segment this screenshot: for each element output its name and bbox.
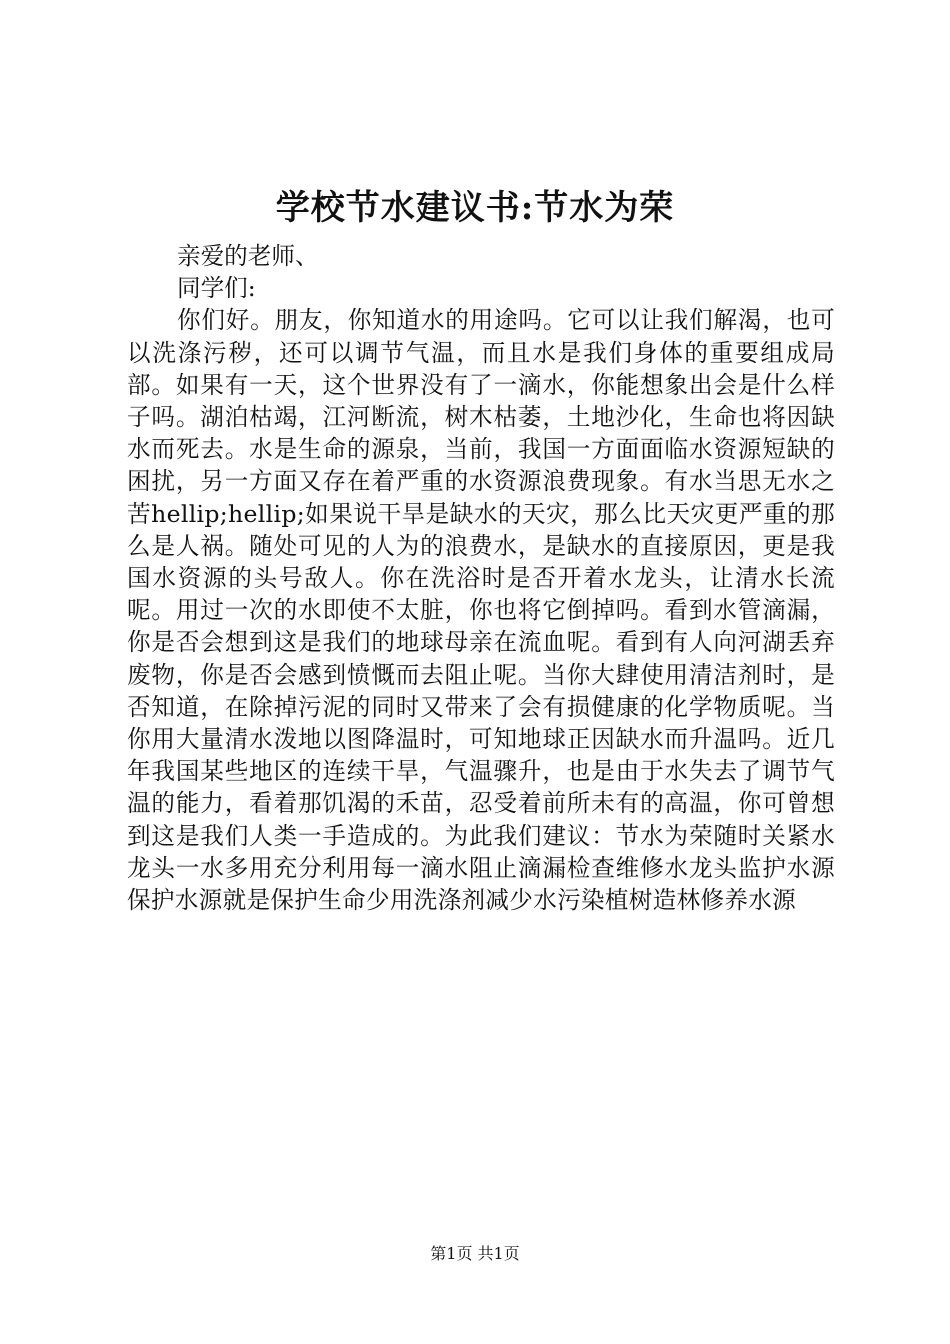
- document-title: 学校节水建议书:节水为荣: [275, 188, 675, 228]
- page-footer: 第1页 共1页: [430, 1244, 520, 1263]
- greeting-line-2: 同学们:: [177, 274, 256, 303]
- body-paragraph: 你们好。朋友，你知道水的用途吗。它可以让我们解渴，也可以洗涤污秽，还可以调节气温，而且水是我们身体的重要组成局部。如果有一天，这个世界没有了一滴水，你能想象出会是什么样子吗。湖泊枯竭，江河断流，树木枯萎，土地沙化，生命也将因缺水而死去。水是生命的源泉，当前，我国一方面面临水资源短缺的困扰，另一方面又存在着严重的水资源浪费现象。有水当思无水之苦hellip;hellip;如果说干旱是缺水的天灾，那么比天灾更严重的那么是人祸。随处可见的人为的浪费水，是缺水的直接原因，更是我国水资源的头号敌人。你在洗浴时是否开着水龙头，让清水长流呢。用过一次的水即使不太脏，你也将它倒掉吗。看到水管滴漏，你是否会想到这是我们的地球母亲在流血呢。看到有人向河湖丢弃废物，你是否会感到愤慨而去阻止呢。当你大肆使用清洁剂时，是否知道，在除掉污泥的同时又带来了会有损健康的化学物质呢。当你用大量清水泼地以图降温时，可知地球正因缺水而升温吗。近几年我国某些地区的连续干旱，气温骤升，也是由于水失去了调节气温的能力，看着那饥渴的禾苗，忍受着前所未有的高温，你可曾想到这是我们人类一手造成的。为此我们建议：节水为荣随时关紧水龙头一水多用充分利用每一滴水阻止滴漏检查维修水龙头监护水源保护水源就是保护生命少用洗涤剂减少水污染植树造林修养水源: [127, 306, 835, 915]
- document-body: [127, 240, 835, 916]
- greeting-line-1: 亲爱的老师、: [177, 242, 319, 270]
